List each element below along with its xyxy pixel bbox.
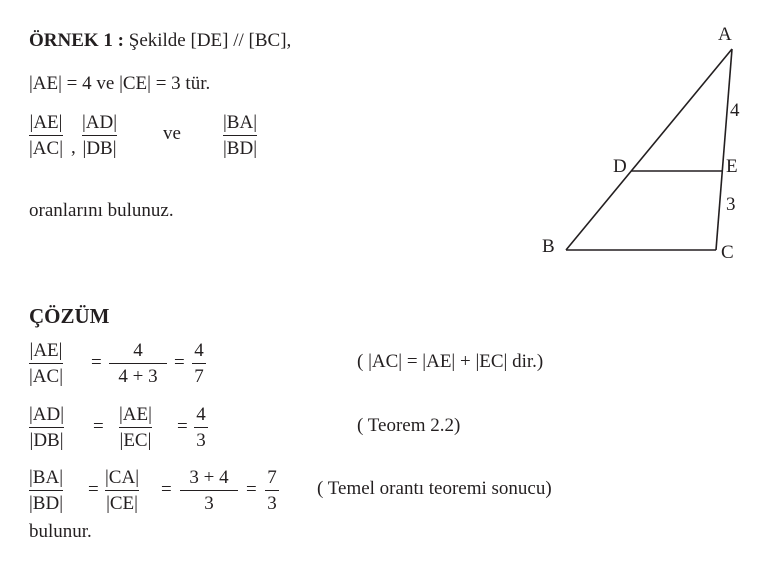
solution-row1-equals: = [91,352,102,373]
solution-row3-equals-2: = [161,479,172,500]
fraction-denominator: 4 + 3 [118,366,158,388]
solution-heading: ÇÖZÜM [29,304,110,328]
example-line-end: oranlarını bulunuz. [29,200,174,221]
fraction-numerator: |BA| [223,112,258,133]
fraction-numerator: |BA| [29,467,64,488]
label-length-ec: 3 [726,194,736,215]
fraction-bar [29,363,63,364]
example-heading: ÖRNEK 1 : [29,30,124,51]
question-comma: , [71,137,76,158]
side-ab [566,49,732,250]
fraction-denominator: |DB| [82,138,117,160]
fraction-bar [105,490,139,491]
fraction-bar [109,363,167,364]
fraction-denominator: 7 [194,366,204,388]
solution-ending: bulunur. [29,521,92,542]
fraction-bar [265,490,279,491]
example-line1-text: Şekilde [DE] // [BC], [128,30,292,51]
fraction-bar [29,427,64,428]
question-ve: ve [163,123,181,144]
fraction-bar [180,490,238,491]
solution-row3-fraction-3 [180,467,238,515]
solution-row1-note: ( |AC| = |AE| + |EC| dir.) [357,351,544,372]
fraction-denominator: |BD| [29,493,64,515]
fraction-numerator: |AE| [29,112,63,133]
fraction-bar [192,363,206,364]
solution-row2-fraction-3 [194,404,208,452]
solution-row2-fraction-2 [119,404,152,452]
side-ac [716,49,732,250]
fraction-denominator: |AC| [29,138,64,160]
label-b: B [542,236,555,257]
solution-row3-fraction-2 [105,467,139,515]
label-e: E [726,156,738,177]
solution-row1-fraction-3 [192,340,206,388]
fraction-denominator: 3 [267,493,277,515]
fraction-numerator: 4 [133,340,143,361]
fraction-numerator: |AD| [82,112,118,133]
solution-row2-fraction-1 [29,404,64,452]
fraction-numerator: 4 [196,404,206,425]
fraction-bar [194,427,208,428]
fraction-denominator: |DB| [29,430,64,452]
solution-row3-equals-3: = [246,479,257,500]
solution-row1-fraction-1 [29,340,63,388]
fraction-numerator: |CA| [105,467,140,488]
label-d: D [613,156,627,177]
solution-row3-fraction-1 [29,467,63,515]
fraction-denominator: 3 [204,493,214,515]
label-c: C [721,242,734,263]
fraction-denominator: |BD| [223,138,258,160]
fraction-denominator: |EC| [119,430,152,452]
solution-row1-fraction-2 [109,340,167,388]
fraction-bar [119,427,152,428]
fraction-numerator: |AD| [29,404,65,425]
solution-row3-note: ( Temel orantı teoremi sonucu) [317,478,552,499]
solution-row2-equals: = [93,416,104,437]
solution-row3-fraction-4 [265,467,279,515]
fraction-numerator: 7 [267,467,277,488]
fraction-denominator: |CE| [106,493,138,515]
fraction-denominator: 3 [196,430,206,452]
fraction-numerator: |AE| [29,340,63,361]
fraction-numerator: 3 + 4 [189,467,229,488]
fraction-denominator: |AC| [29,366,64,388]
fraction-bar [29,490,63,491]
solution-row2-equals-2: = [177,416,188,437]
solution-row1-equals-2: = [174,352,185,373]
solution-row2-note: ( Teorem 2.2) [357,415,461,436]
solution-row3-equals: = [88,479,99,500]
fraction-numerator: 4 [194,340,204,361]
fraction-numerator: |AE| [119,404,152,425]
label-length-ae: 4 [730,100,740,121]
label-a: A [718,24,732,45]
example-line2: |AE| = 4 ve |CE| = 3 tür. [29,73,211,94]
